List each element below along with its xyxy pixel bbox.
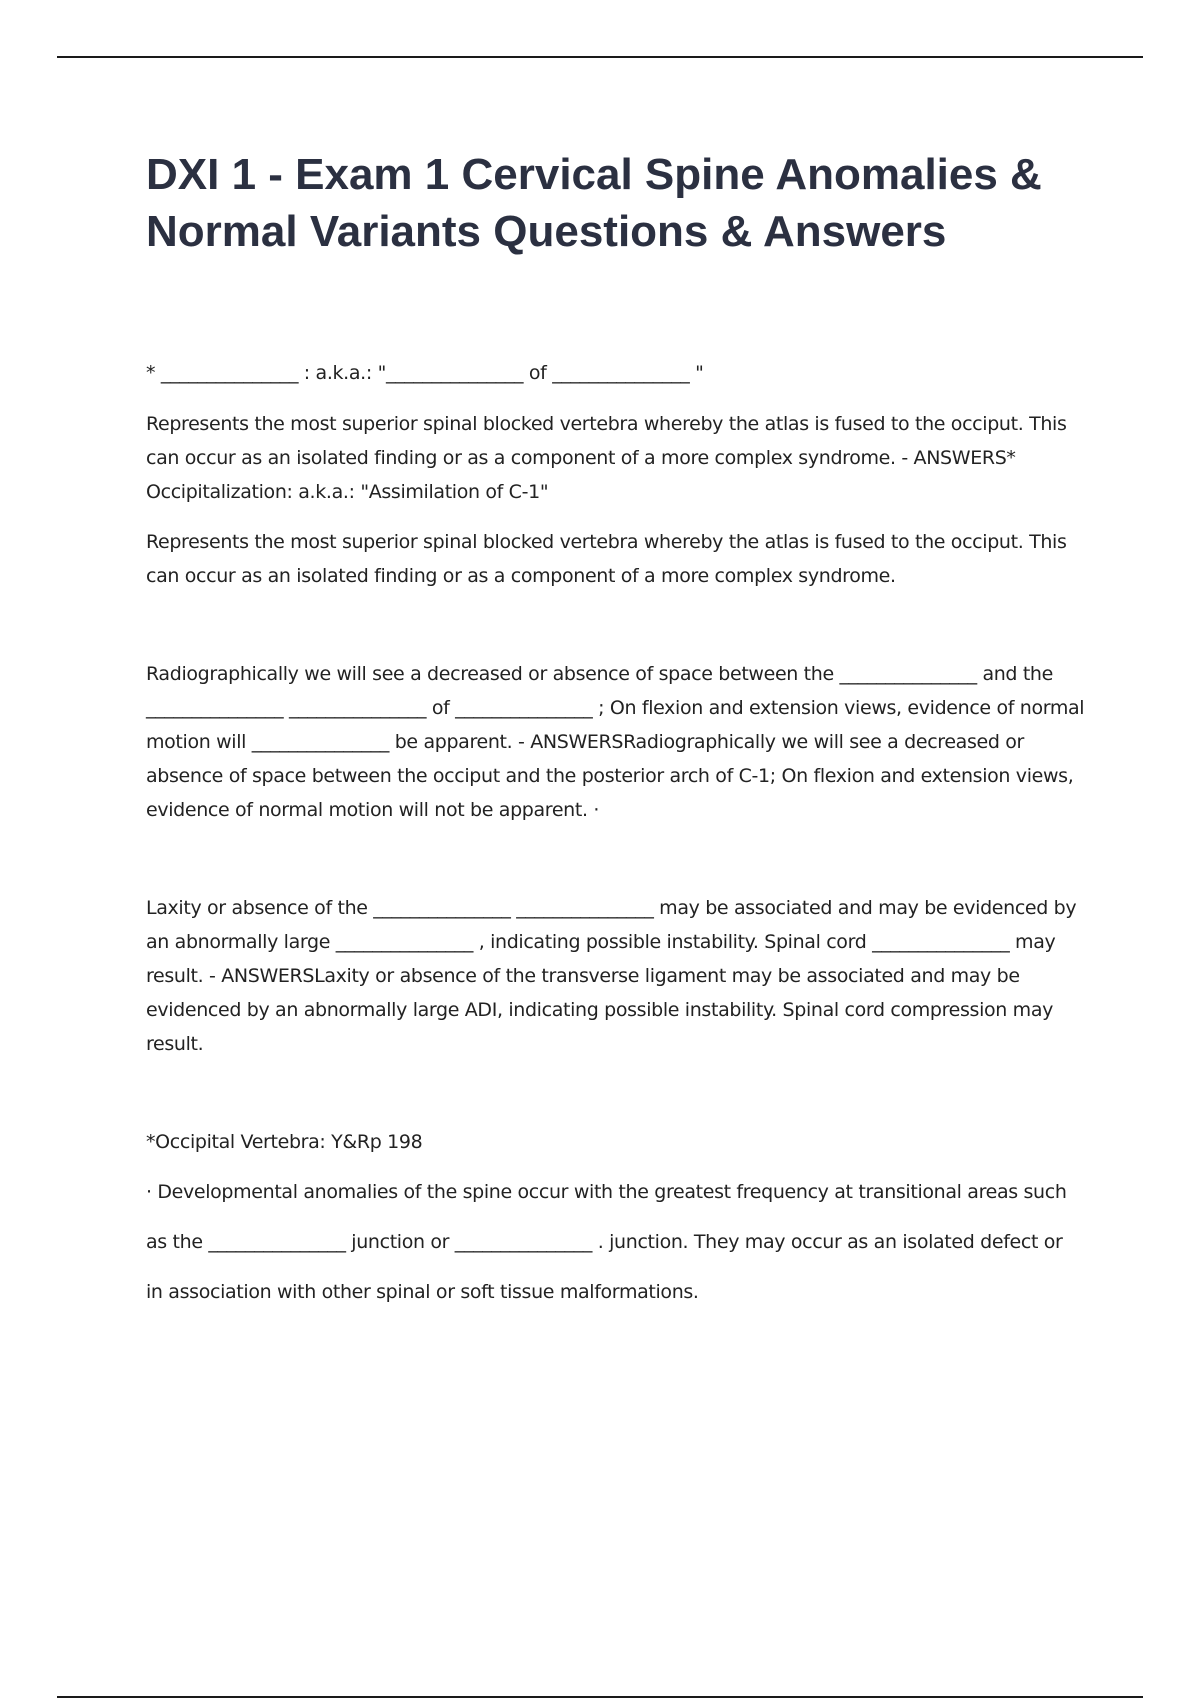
document-body xyxy=(146,146,1090,1309)
question-1-answer: Represents the most superior spinal blocked vertebra whereby the atlas is fused to the occiput. This can occur as an isolated finding or as a component of a more complex syndrome. - ANSWERS* Occipitalization: a.k.a.: "Assimilation of C-1" xyxy=(146,413,1073,503)
document-text xyxy=(146,356,1090,1309)
bottom-rule xyxy=(57,1696,1143,1698)
reference-heading: *Occipital Vertebra: Y&Rp 198 xyxy=(146,1131,423,1153)
question-2: Radiographically we will see a decreased or absence of space between the _______________ and the _______________ _______________ of _______________ ; On flexion and extension views, evidence of normal motion will _______________ be apparent. - ANSWERSRadiographically we will see a decreased or absence of space between the occiput and the posterior arch of C-1; On flexion and extension views, evidence of normal motion will not be apparent. · xyxy=(146,663,1090,821)
note-line-1: · Developmental anomalies of the spine occur with the greatest frequency at transitional areas such xyxy=(146,1181,1067,1203)
note-line-2: as the _______________ junction or _______________ . junction. They may occur as an isolated defect or xyxy=(146,1231,1063,1253)
document-title: DXI 1 - Exam 1 Cervical Spine Anomalies & Normal Variants Questions & Answers xyxy=(146,150,1042,256)
note-line-3: in association with other spinal or soft tissue malformations. xyxy=(146,1281,699,1303)
top-rule xyxy=(57,56,1143,58)
question-3: Laxity or absence of the _______________ _______________ may be associated and may be evidenced by an abnormally large _______________ , indicating possible instability. Spinal cord _______________ may result. - ANSWERSLaxity or absence of the transverse ligament may be associated and may be evidenced by an abnormally large ADI, indicating possible instability. Spinal cord compression may result. xyxy=(146,897,1082,1055)
question-1-prompt: * _______________ : a.k.a.: "_______________ of _______________ " xyxy=(146,362,704,384)
question-1-explanation: Represents the most superior spinal blocked vertebra whereby the atlas is fused to the occiput. This can occur as an isolated finding or as a component of a more complex syndrome. xyxy=(146,531,1073,587)
